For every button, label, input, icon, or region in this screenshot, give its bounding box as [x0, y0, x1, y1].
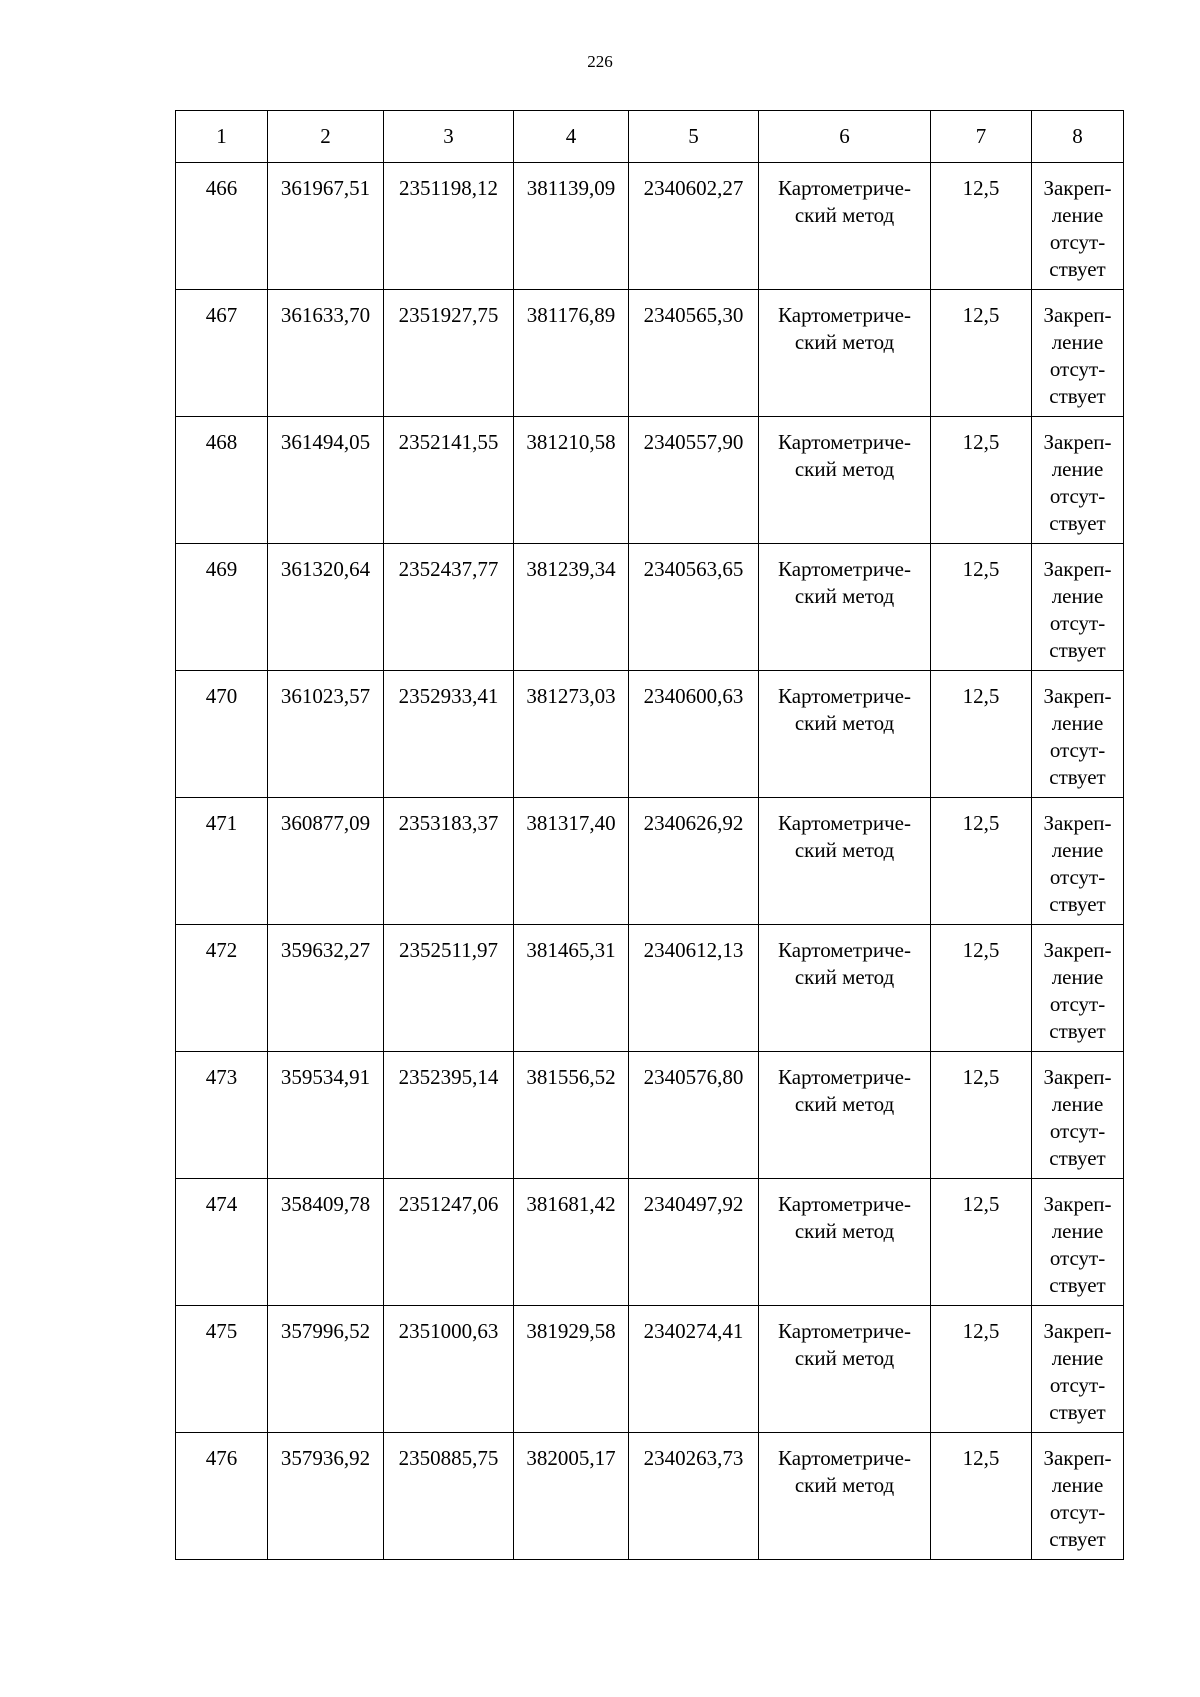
fixation-text-line: Закреп- [1043, 1319, 1112, 1343]
table-row [176, 1179, 1124, 1306]
point-number-cell: 467 [176, 290, 268, 417]
method-text-line: Картометриче- [778, 938, 911, 962]
page-number: 226 [587, 52, 613, 71]
y-coordinate-cell: 2340497,92 [629, 1179, 759, 1306]
x-coordinate-cell: 381210,58 [514, 417, 629, 544]
y-coordinate-cell: 2350885,75 [384, 1433, 514, 1560]
method-cell [759, 1052, 931, 1179]
method-text-line: ский метод [794, 1473, 895, 1497]
y-coordinate-cell: 2340565,30 [629, 290, 759, 417]
y-coordinate-cell: 2353183,37 [384, 798, 514, 925]
table-row [176, 1306, 1124, 1433]
accuracy-cell: 12,5 [931, 1306, 1032, 1433]
fixation-text-line: ление [1051, 457, 1104, 481]
column-header: 6 [759, 111, 931, 163]
method-cell [759, 1433, 931, 1560]
x-coordinate-cell: 381139,09 [514, 163, 629, 290]
method-cell [759, 925, 931, 1052]
x-coordinate-cell: 382005,17 [514, 1433, 629, 1560]
x-coordinate-cell: 361633,70 [268, 290, 384, 417]
table-row [176, 1433, 1124, 1560]
x-coordinate-cell: 361023,57 [268, 671, 384, 798]
method-text-line: ский метод [794, 965, 895, 989]
x-coordinate-cell: 381929,58 [514, 1306, 629, 1433]
x-coordinate-cell: 381176,89 [514, 290, 629, 417]
fixation-text-line: Закреп- [1043, 938, 1112, 962]
method-text-line: Картометриче- [778, 1446, 911, 1470]
fixation-text-line: ление [1051, 1346, 1104, 1370]
fixation-cell [1032, 1306, 1124, 1433]
fixation-text-line: отсут- [1049, 484, 1106, 508]
y-coordinate-cell: 2340274,41 [629, 1306, 759, 1433]
accuracy-cell: 12,5 [931, 1179, 1032, 1306]
table-row [176, 671, 1124, 798]
method-cell [759, 417, 931, 544]
y-coordinate-cell: 2351927,75 [384, 290, 514, 417]
x-coordinate-cell: 361967,51 [268, 163, 384, 290]
method-text-line: ский метод [794, 584, 895, 608]
fixation-text-line: Закреп- [1043, 557, 1112, 581]
method-text-line: ский метод [794, 1219, 895, 1243]
method-text-line: ский метод [794, 838, 895, 862]
method-text-line: Картометриче- [778, 176, 911, 200]
point-number-cell: 473 [176, 1052, 268, 1179]
fixation-text-line: Закреп- [1043, 303, 1112, 327]
method-text-line: ский метод [794, 711, 895, 735]
y-coordinate-cell: 2352437,77 [384, 544, 514, 671]
method-text-line: ский метод [794, 1346, 895, 1370]
header-row [176, 111, 1124, 163]
fixation-text-line: Закреп- [1043, 684, 1112, 708]
method-text-line: Картометриче- [778, 811, 911, 835]
x-coordinate-cell: 359534,91 [268, 1052, 384, 1179]
method-text-line: ский метод [794, 457, 895, 481]
fixation-text-line: ствует [1049, 1019, 1106, 1043]
fixation-cell [1032, 417, 1124, 544]
fixation-text-line: ление [1051, 330, 1104, 354]
fixation-text-line: отсут- [1049, 738, 1106, 762]
fixation-text-line: отсут- [1049, 992, 1106, 1016]
accuracy-cell: 12,5 [931, 1052, 1032, 1179]
fixation-text-line: отсут- [1049, 230, 1106, 254]
fixation-cell [1032, 798, 1124, 925]
x-coordinate-cell: 381273,03 [514, 671, 629, 798]
table-row [176, 798, 1124, 925]
fixation-text-line: отсут- [1049, 1246, 1106, 1270]
method-text-line: ский метод [794, 330, 895, 354]
x-coordinate-cell: 361320,64 [268, 544, 384, 671]
fixation-text-line: отсут- [1049, 357, 1106, 381]
method-text-line: Картометриче- [778, 1192, 911, 1216]
accuracy-cell: 12,5 [931, 163, 1032, 290]
x-coordinate-cell: 357996,52 [268, 1306, 384, 1433]
x-coordinate-cell: 358409,78 [268, 1179, 384, 1306]
fixation-text-line: Закреп- [1043, 811, 1112, 835]
fixation-text-line: ствует [1049, 892, 1106, 916]
point-number-cell: 470 [176, 671, 268, 798]
fixation-text-line: Закреп- [1043, 430, 1112, 454]
fixation-text-line: ление [1051, 965, 1104, 989]
fixation-text-line: Закреп- [1043, 1065, 1112, 1089]
column-header: 4 [514, 111, 629, 163]
y-coordinate-cell: 2352395,14 [384, 1052, 514, 1179]
y-coordinate-cell: 2340612,13 [629, 925, 759, 1052]
fixation-text-line: ление [1051, 584, 1104, 608]
fixation-text-line: отсут- [1049, 611, 1106, 635]
table-body [176, 163, 1124, 1560]
fixation-text-line: ление [1051, 838, 1104, 862]
method-cell [759, 798, 931, 925]
table-row [176, 1052, 1124, 1179]
y-coordinate-cell: 2340602,27 [629, 163, 759, 290]
column-header: 3 [384, 111, 514, 163]
y-coordinate-cell: 2352511,97 [384, 925, 514, 1052]
accuracy-cell: 12,5 [931, 798, 1032, 925]
accuracy-cell: 12,5 [931, 417, 1032, 544]
method-text-line: Картометриче- [778, 303, 911, 327]
method-cell [759, 290, 931, 417]
y-coordinate-cell: 2340263,73 [629, 1433, 759, 1560]
y-coordinate-cell: 2351247,06 [384, 1179, 514, 1306]
fixation-text-line: ствует [1049, 1273, 1106, 1297]
y-coordinate-cell: 2340576,80 [629, 1052, 759, 1179]
y-coordinate-cell: 2340557,90 [629, 417, 759, 544]
fixation-cell [1032, 290, 1124, 417]
accuracy-cell: 12,5 [931, 925, 1032, 1052]
method-text-line: Картометриче- [778, 557, 911, 581]
fixation-cell [1032, 163, 1124, 290]
column-header: 1 [176, 111, 268, 163]
table-row [176, 417, 1124, 544]
x-coordinate-cell: 359632,27 [268, 925, 384, 1052]
fixation-text-line: ствует [1049, 257, 1106, 281]
table-row [176, 544, 1124, 671]
fixation-text-line: ствует [1049, 1527, 1106, 1551]
x-coordinate-cell: 361494,05 [268, 417, 384, 544]
y-coordinate-cell: 2340563,65 [629, 544, 759, 671]
column-header: 5 [629, 111, 759, 163]
x-coordinate-cell: 357936,92 [268, 1433, 384, 1560]
fixation-text-line: ствует [1049, 384, 1106, 408]
fixation-text-line: отсут- [1049, 1119, 1106, 1143]
method-cell [759, 671, 931, 798]
point-number-cell: 471 [176, 798, 268, 925]
fixation-text-line: Закреп- [1043, 1192, 1112, 1216]
method-text-line: Картометриче- [778, 1319, 911, 1343]
method-text-line: Картометриче- [778, 684, 911, 708]
y-coordinate-cell: 2340600,63 [629, 671, 759, 798]
point-number-cell: 476 [176, 1433, 268, 1560]
x-coordinate-cell: 360877,09 [268, 798, 384, 925]
point-number-cell: 468 [176, 417, 268, 544]
fixation-text-line: ствует [1049, 1400, 1106, 1424]
fixation-text-line: ствует [1049, 638, 1106, 662]
table-row [176, 290, 1124, 417]
column-header: 8 [1032, 111, 1124, 163]
point-number-cell: 472 [176, 925, 268, 1052]
coordinates-table [175, 110, 1124, 1560]
y-coordinate-cell: 2351198,12 [384, 163, 514, 290]
fixation-text-line: отсут- [1049, 1373, 1106, 1397]
fixation-text-line: ление [1051, 1473, 1104, 1497]
y-coordinate-cell: 2340626,92 [629, 798, 759, 925]
x-coordinate-cell: 381465,31 [514, 925, 629, 1052]
y-coordinate-cell: 2352933,41 [384, 671, 514, 798]
fixation-text-line: ствует [1049, 765, 1106, 789]
y-coordinate-cell: 2351000,63 [384, 1306, 514, 1433]
method-text-line: ский метод [794, 203, 895, 227]
fixation-text-line: ствует [1049, 1146, 1106, 1170]
point-number-cell: 475 [176, 1306, 268, 1433]
y-coordinate-cell: 2352141,55 [384, 417, 514, 544]
x-coordinate-cell: 381317,40 [514, 798, 629, 925]
point-number-cell: 466 [176, 163, 268, 290]
table-row [176, 163, 1124, 290]
fixation-cell [1032, 1433, 1124, 1560]
fixation-text-line: отсут- [1049, 865, 1106, 889]
fixation-text-line: ление [1051, 1092, 1104, 1116]
x-coordinate-cell: 381681,42 [514, 1179, 629, 1306]
method-text-line: Картометриче- [778, 430, 911, 454]
method-text-line: Картометриче- [778, 1065, 911, 1089]
fixation-text-line: Закреп- [1043, 1446, 1112, 1470]
point-number-cell: 474 [176, 1179, 268, 1306]
accuracy-cell: 12,5 [931, 544, 1032, 671]
method-text-line: ский метод [794, 1092, 895, 1116]
table-row [176, 925, 1124, 1052]
fixation-text-line: отсут- [1049, 1500, 1106, 1524]
fixation-cell [1032, 925, 1124, 1052]
column-header: 7 [931, 111, 1032, 163]
accuracy-cell: 12,5 [931, 671, 1032, 798]
x-coordinate-cell: 381239,34 [514, 544, 629, 671]
accuracy-cell: 12,5 [931, 1433, 1032, 1560]
method-cell [759, 1306, 931, 1433]
fixation-cell [1032, 671, 1124, 798]
method-cell [759, 163, 931, 290]
accuracy-cell: 12,5 [931, 290, 1032, 417]
fixation-text-line: ление [1051, 711, 1104, 735]
fixation-text-line: ление [1051, 1219, 1104, 1243]
fixation-cell [1032, 1179, 1124, 1306]
fixation-text-line: Закреп- [1043, 176, 1112, 200]
point-number-cell: 469 [176, 544, 268, 671]
fixation-cell [1032, 1052, 1124, 1179]
fixation-text-line: ствует [1049, 511, 1106, 535]
method-cell [759, 544, 931, 671]
column-header: 2 [268, 111, 384, 163]
method-cell [759, 1179, 931, 1306]
x-coordinate-cell: 381556,52 [514, 1052, 629, 1179]
fixation-cell [1032, 544, 1124, 671]
fixation-text-line: ление [1051, 203, 1104, 227]
